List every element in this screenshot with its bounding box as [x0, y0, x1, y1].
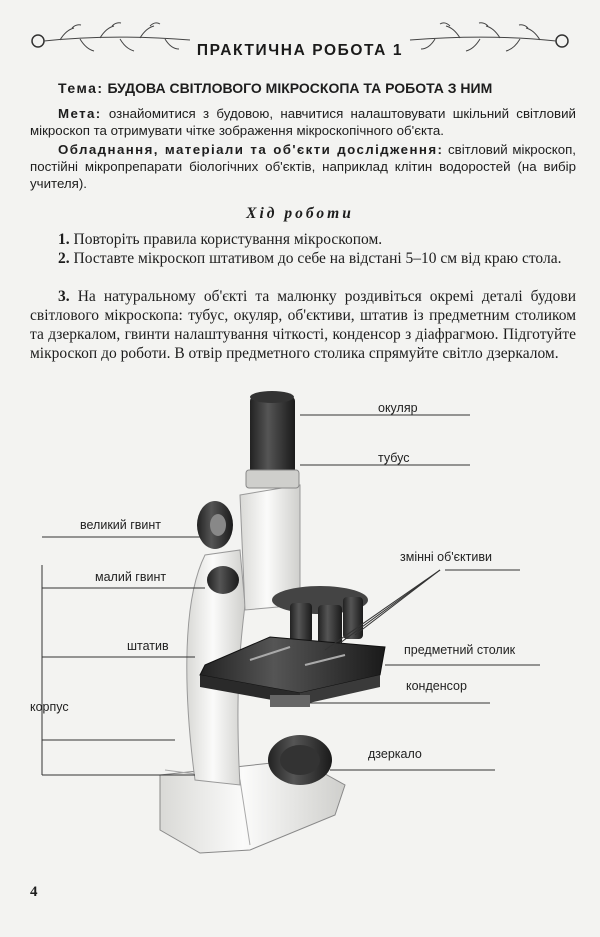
topic-line	[58, 80, 600, 97]
header-banner	[0, 0, 600, 80]
procedure-heading: Хід роботи	[246, 205, 354, 222]
equipment-label: Обладнання, матеріали та об'єкти дослідження:	[58, 142, 444, 157]
label-condenser: конденсор	[406, 679, 467, 693]
equipment-paragraph	[30, 141, 576, 192]
label-objectives: змінні об'єктиви	[400, 550, 492, 564]
topic-text: БУДОВА СВІТЛОВОГО МІКРОСКОПА ТА РОБОТА З НИМ	[107, 80, 493, 96]
label-eyepiece: окуляр	[378, 401, 418, 415]
step-number: 3.	[58, 288, 70, 305]
topic-label: Тема:	[58, 80, 104, 96]
step-1	[30, 230, 576, 249]
label-body: корпус	[30, 700, 69, 714]
goal-label: Мета:	[58, 106, 102, 121]
label-mirror: дзеркало	[368, 747, 422, 761]
step-number: 2.	[58, 250, 70, 267]
label-tube: тубус	[378, 451, 410, 465]
goal-paragraph	[30, 105, 576, 139]
microscope-figure	[0, 375, 600, 865]
label-arm: штатив	[127, 639, 169, 653]
goal-text: ознайомитися з будовою, навчитися налаштовувати шкільний світловий мікроскоп та отримувати чітке зображення мікроскопічного об'єкта.	[30, 106, 576, 138]
step-3	[30, 287, 576, 363]
step-text: На натуральному об'єкті та малюнку роздивіться окремі деталі будови світлового мікроскопа: тубус, окуляр, об'єктиви, штатив із предметним столиком та дзеркалом, гвинти налаштування чіткості, конденсор з діафрагмою. Підготуйте мікроскоп до роботи. В отвір предметного столика спрямуйте світло дзеркалом.	[30, 288, 576, 362]
step-2	[30, 249, 576, 268]
equipment-text: світловий мікроскоп, постійні мікропрепарати біологічних об'єктів, наприклад клітин водоростей (на вибір учителя).	[30, 142, 576, 191]
page-number: 4	[30, 884, 38, 900]
step-text: Поставте мікроскоп штативом до себе на відстані 5–10 см від краю стола.	[73, 250, 562, 267]
label-stage: предметний столик	[404, 643, 516, 657]
page-title: ПРАКТИЧНА РОБОТА 1	[196, 42, 404, 59]
label-fine-knob: малий гвинт	[95, 570, 167, 584]
step-number: 1.	[58, 231, 70, 248]
label-coarse-knob: великий гвинт	[80, 518, 162, 532]
microscope-drawing	[160, 391, 385, 853]
step-text: Повторіть правила користування мікроскопом.	[73, 231, 383, 248]
